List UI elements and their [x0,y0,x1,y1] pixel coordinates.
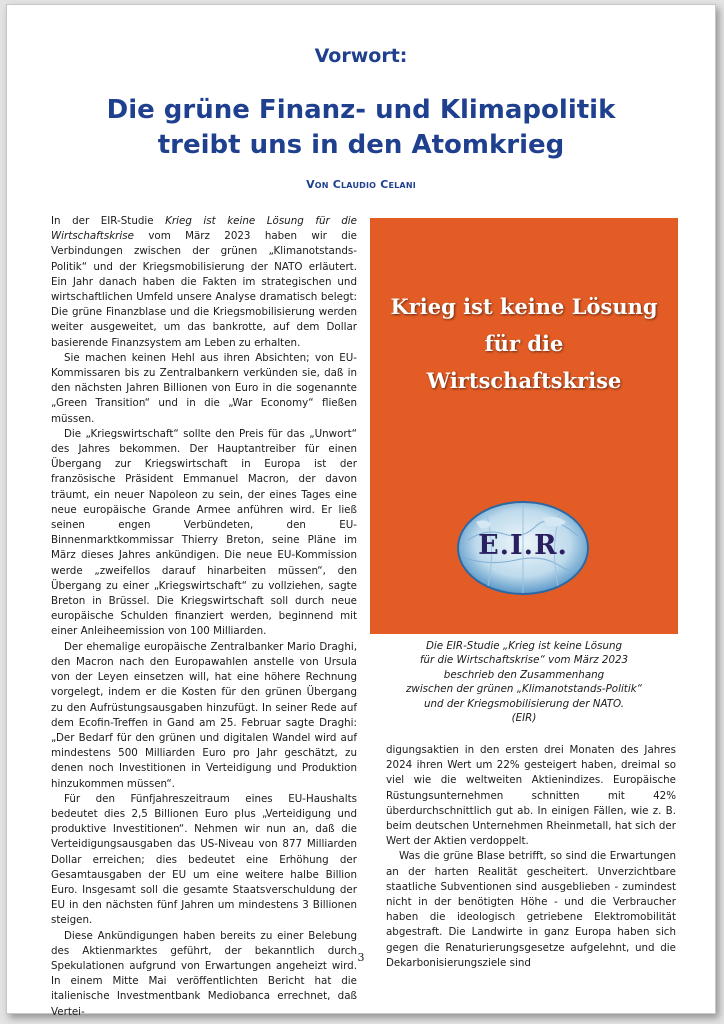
title-line-1: Die grüne Finanz- und Klimapolitik [106,95,616,125]
logo-text: E.I.R. [478,530,568,561]
paragraph-8: Was die grüne Blase betrifft, so sind die Erwartungen an der harten Realität gescheitert. Unverzichtbare staatliche Subventionen sind ausgeblieben - zumindest nicht in der benötigten Höhe - und die Verbraucher haben die ideologisch getriebene Elektromobilität abgestraft. Die Landwirte in ganz Europa haben sich gegen die Renaturierungsgesetze aufgelehnt, und die Dekarbonisierungsziele sind [386,850,676,969]
author-byline: Von Claudio Celani [306,178,416,191]
paragraph-2: Sie machen keinen Hehl aus ihren Absichten; von EU-Kommissaren bis zu Zentralbankern verkünden sie, daß in den nächsten Jahren Billionen von Euro in die sogenannte „Green Transition“ und in die „War Economy“ fließen müssen. [51,351,357,425]
cover-title-line-2: für die [484,331,564,356]
paragraph-1-text: In der EIR-Studie Krieg ist keine Lösung für die Wirtschaftskrise vom März 2023 haben wir die Verbindungen zwischen der grünen „Klimanotstands-Politik“ und der Kriegsmobilisierung der NATO erläutert. Ein Jahr danach haben die Fakten im strategischen und wirtschaftlichen Umfeld unsere Analyse dramatisch belegt: Die grüne Finanzblase und die Kriegsmobilisierung werden weiter ausgeweitet, um das bankrotte, auf dem Dollar basierende Finanzsystem am Leben zu erhalten. [51,215,357,349]
title-line-2: treibt uns in den Atomkrieg [157,130,565,160]
paragraph-1 [51,214,357,351]
left-text-column [51,214,357,1018]
paragraph-5: Für den Fünfjahreszeitraum eines EU-Haushalts bedeutet dies 2,5 Billionen Euro plus „Verteidigung und produktive Investitionen“. Nehmen wir nun an, daß die Verteidigungsausgaben das US-Niveau von 877 Milliarden Dollar erreichen; dies bedeutet eine Erhöhung der Gesamtausgaben der EU um eine weitere halbe Billion Euro. Insgesamt soll die gesamte Staatsverschuldung der EU in den nächsten fünf Jahren um mindestens 3 Billionen steigen. [51,792,357,927]
cover-title-line-1: Krieg ist keine Lösung [390,294,658,319]
caption-line-6: (EIR) [511,712,537,725]
article-title [7,93,715,163]
cover-title-line-3: Wirtschaftskrise [426,368,622,393]
section-kicker: Vorwort: [314,45,408,67]
paragraph-3: Die „Kriegswirtschaft“ sollte den Preis für das „Unwort“ des Jahres bekommen. Der Hauptantreiber für einen Übergang zur Kriegswirtschaft in Europa ist der französische Präsident Emmanuel Macron, der davon träumt, ein neuer Napoleon zu sein, der eines Tages eine neue europäische Grande Armee anführen wird. Er ließ seinen engen Verbündeten, den EU-Binnenmarktkommissar Thierry Breton, seine Pläne im März dieses Jahres ankündigen. Die neue EU-Kommission werde „zweifellos darauf hinarbeiten müssen“, den Übergang zu einer „Kriegswirtschaft“ zu vollziehen, sagte Breton in Brüssel. Die Kriegswirtschaft soll durch neue europäische Schulden finanziert werden, beginnend mit einer Anleiheemission von 100 Milliarden. [51,427,357,638]
caption-line-2: für die Wirtschaftskrise“ vom März 2023 [419,654,629,667]
page-number: 3 [357,951,365,964]
report-cover-image [370,218,678,634]
eir-logo [456,500,590,596]
document-page [6,4,716,1018]
caption-line-3: beschrieb den Zusammenhang [443,668,605,681]
paragraph-6: Diese Ankündigungen haben bereits zu einer Belebung des Aktienmarktes geführt, der bekanntlich durch Spekulationen aufgrund von Erwartungen angeheizt wird. In einem Mitte Mai veröffentlichten Bericht hat die italienische Investmentbank Mediobanca errechnet, daß Vertei- [51,929,357,1018]
paragraph-7: digungsaktien in den ersten drei Monaten des Jahres 2024 ihren Wert um 22% gesteigert haben, dreimal so viel wie die weltweiten Aktienindizes. Europäische Rüstungsunternehmen schnitten mit 42% überdurchschnittlich gut ab. In einigen Fällen, wie z. B. beim deutschen Unternehmen Rheinmetall, hat sich der Wert der Aktien verdoppelt. [386,744,676,848]
figure-caption [370,639,678,725]
paragraph-4: Der ehemalige europäische Zentralbanker Mario Draghi, den Macron nach den Europawahlen anstelle von Ursula von der Leyen einsetzen will, hat eine höhere Rechnung vorgelegt, indem er die Kosten für den grünen Übergang zu den Aufrüstungsausgaben hinzufügt. In seiner Rede auf dem Ecofin-Treffen in Gand am 25. Februar sagte Draghi: „Der Bedarf für den grünen und digitalen Wandel wird auf mindestens 500 Milliarden Euro pro Jahr geschätzt, zu denen noch Investitionen in Verteidigung und Produktion hinzukommen müssen“. [51,640,357,790]
caption-line-1: Die EIR-Studie „Krieg ist keine Lösung [425,640,623,652]
caption-line-5: und der Kriegsmobilisierung der NATO. [423,697,625,710]
cover-title [370,288,678,399]
right-text-column [386,743,676,969]
caption-line-4: zwischen der grünen „Klimanotstands-Politik“ [406,683,642,696]
